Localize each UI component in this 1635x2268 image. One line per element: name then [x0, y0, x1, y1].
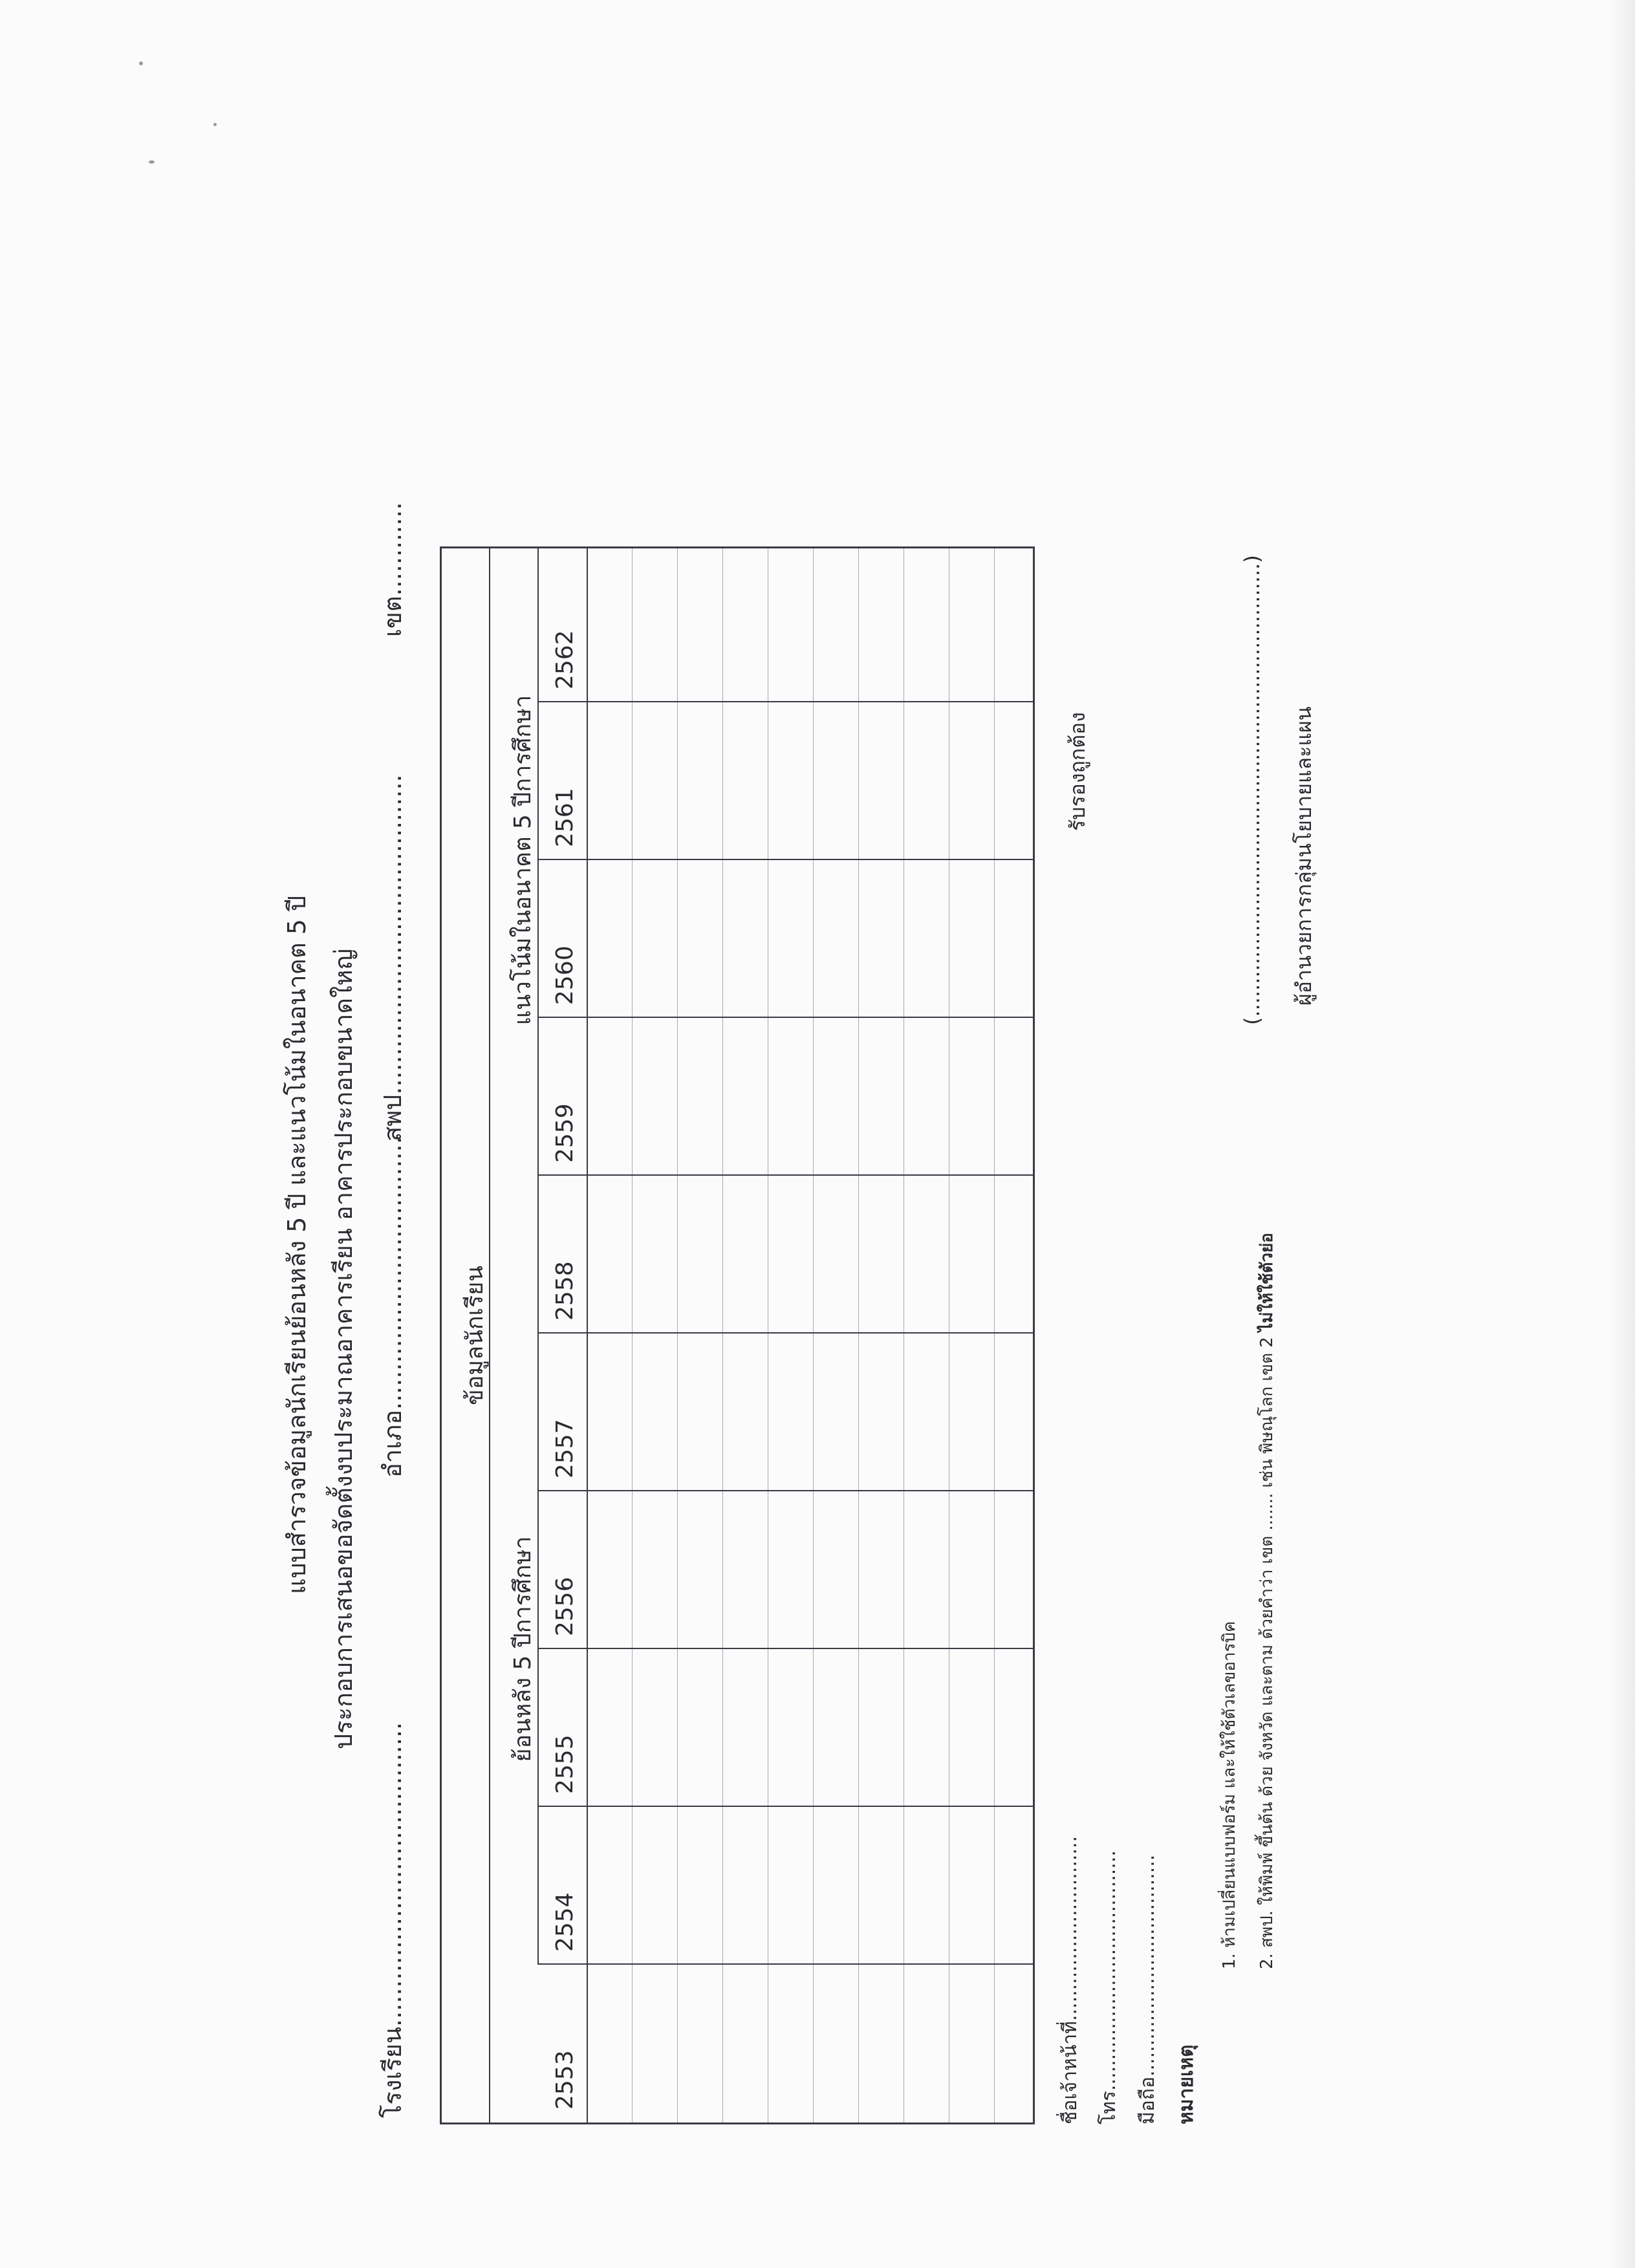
year-cell: 2554 [552, 1892, 578, 1952]
column-rule [537, 1332, 1033, 1334]
officer-name-field[interactable]: ชื่อเจ้าหน้าที่.............................. [1059, 1835, 1081, 2124]
district-field[interactable]: อำเภอ................................... [378, 1136, 407, 1478]
header-rule [587, 548, 588, 2122]
form-subtitle: ประกอบการเสนอขอจัดตั้งงบประมาณอาคารเรียน อาคารประกอบขนาดใหญ่ [329, 948, 358, 1749]
student-data-table [440, 546, 1035, 2124]
row-rule [994, 548, 995, 2122]
table-main-header: ข้อมูลนักเรียน [462, 1266, 488, 1405]
year-cell: 2558 [552, 1261, 578, 1321]
note-item-2 [1259, 1233, 1275, 1969]
form-title: แบบสำรวจข้อมูลนักเรียนย้อนหลัง 5 ปี และแนวโน้มในอนาคต 5 ปี [283, 895, 311, 1594]
table-future-header: แนวโน้มในอนาคต 5 ปีการศึกษา [510, 695, 536, 1026]
table-past-header: ย้อนหลัง 5 ปีการศึกษา [510, 1536, 536, 1762]
row-rule [858, 548, 859, 2122]
column-rule [537, 859, 1033, 860]
page-edge-shadow [1609, 0, 1635, 2268]
signature-line[interactable]: (.....................................................................) [1240, 555, 1264, 1025]
note-item-2-text: 2. สพป. ให้พิมพ์ ขึ้นต้น ด้วย จังหวัด และตาม ด้วยคำว่า เขต ....... เช่น พิษณุโลก เขต 2 [1257, 1331, 1277, 1969]
year-cell: 2561 [552, 788, 578, 847]
scan-speck [139, 61, 143, 65]
note-item-2-emphasis: ไม่ให้ใช้ตัวย่อ [1257, 1233, 1277, 1332]
column-rule [537, 1017, 1033, 1018]
row-rule [677, 548, 678, 2122]
school-field[interactable]: โรงเรียน....................................... [378, 1722, 407, 2118]
notes-heading: หมายเหตุ [1175, 2044, 1198, 2124]
column-rule [537, 1963, 1033, 1965]
year-cell: 2553 [552, 2050, 578, 2110]
scan-speck [149, 160, 155, 164]
mobile-field[interactable]: มือถือ.................................... [1136, 1854, 1159, 2124]
certify-label: รับรองถูกต้อง [1065, 712, 1090, 831]
year-cell: 2557 [552, 1419, 578, 1478]
year-cell: 2559 [552, 1103, 578, 1163]
year-cell: 2556 [552, 1577, 578, 1636]
column-rule [537, 1174, 1033, 1176]
row-rule [722, 548, 723, 2122]
note-item-1: 1. ห้ามเปลี่ยนแบบฟอร์ม และให้ใช้ตัวเลขอารบิค [1220, 1621, 1239, 1969]
row-rule [632, 548, 633, 2122]
year-cell: 2562 [552, 630, 578, 689]
phone-field[interactable]: โทร....................................... [1098, 1850, 1120, 2124]
signer-title: ผู้อำนวยการกลุ่มนโยบายและแผน [1292, 706, 1316, 1006]
column-rule [537, 1490, 1033, 1491]
zone-field[interactable]: เขต............ [378, 502, 407, 637]
row-rule [813, 548, 814, 2122]
scan-speck [213, 123, 217, 126]
column-rule [537, 1648, 1033, 1649]
year-cell: 2560 [552, 945, 578, 1005]
rotated-survey-form [220, 55, 1513, 2124]
column-rule [537, 1806, 1033, 1807]
year-cell: 2555 [552, 1734, 578, 1794]
office-field[interactable]: สพป......................................... [378, 774, 407, 1141]
column-rule [537, 701, 1033, 702]
